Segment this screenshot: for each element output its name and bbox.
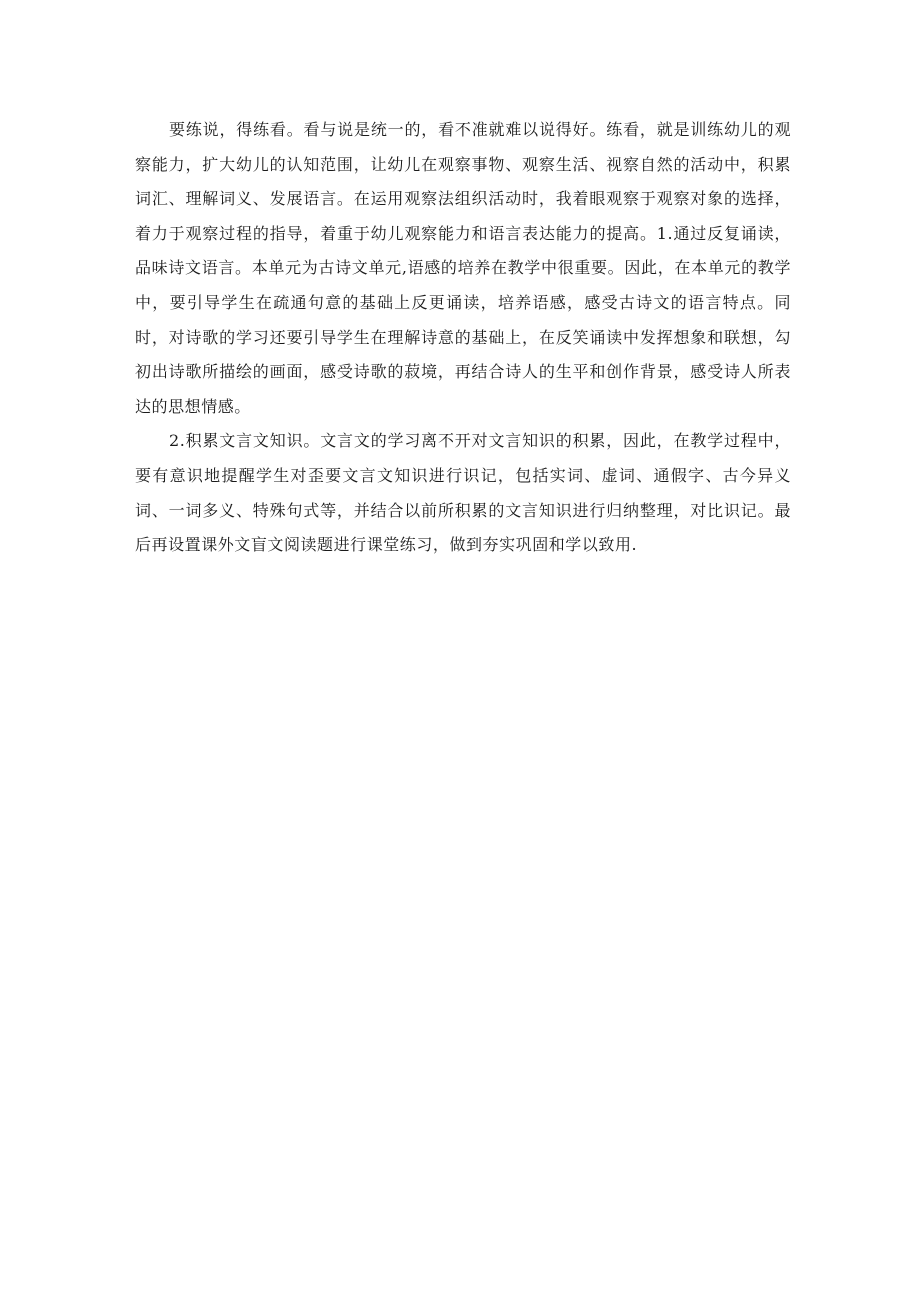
paragraph-classical-chinese-knowledge: 2.积累文言文知识。文言文的学习离不开对文言知识的积累，因此，在教学过程中，要有意识地提醒学生对歪要文言文知识进行识记，包括实词、虚词、通假字、古今异义词、一词多义、特殊句式等，并结合以前所积累的文言知识进行归纳整理，对比识记。最后再设置课外文盲文阅读题进行课堂练习，做到夯实巩固和学以致用. xyxy=(135,431,791,555)
paragraph-observation-and-poetry: 要练说，得练看。看与说是统一的，看不准就难以说得好。练看，就是训练幼儿的观察能力，扩大幼儿的认知范围，让幼儿在观察事物、观察生活、视察自然的活动中，积累词汇、理解词义、发展语言。在运用观察法组织活动时，我着眼观察于观察对象的选择，着力于观察过程的指导，着重于幼儿观察能力和语言表达能力的提高。1.通过反复诵读，品味诗文语言。本单元为古诗文单元,语感的培养在教学中很重要。因此，在本单元的教学中，要引导学生在疏通句意的基础上反更诵读，培养语感，感受古诗文的语言特点。同时，对诗歌的学习还要引导学生在理解诗意的基础上，在反笑诵读中发挥想象和联想，勾初出诗歌所描绘的画面，感受诗歌的菽境，再结合诗人的生平和创作背景，感受诗人所表达的思想情感。 xyxy=(135,120,791,416)
document-body xyxy=(135,113,791,563)
